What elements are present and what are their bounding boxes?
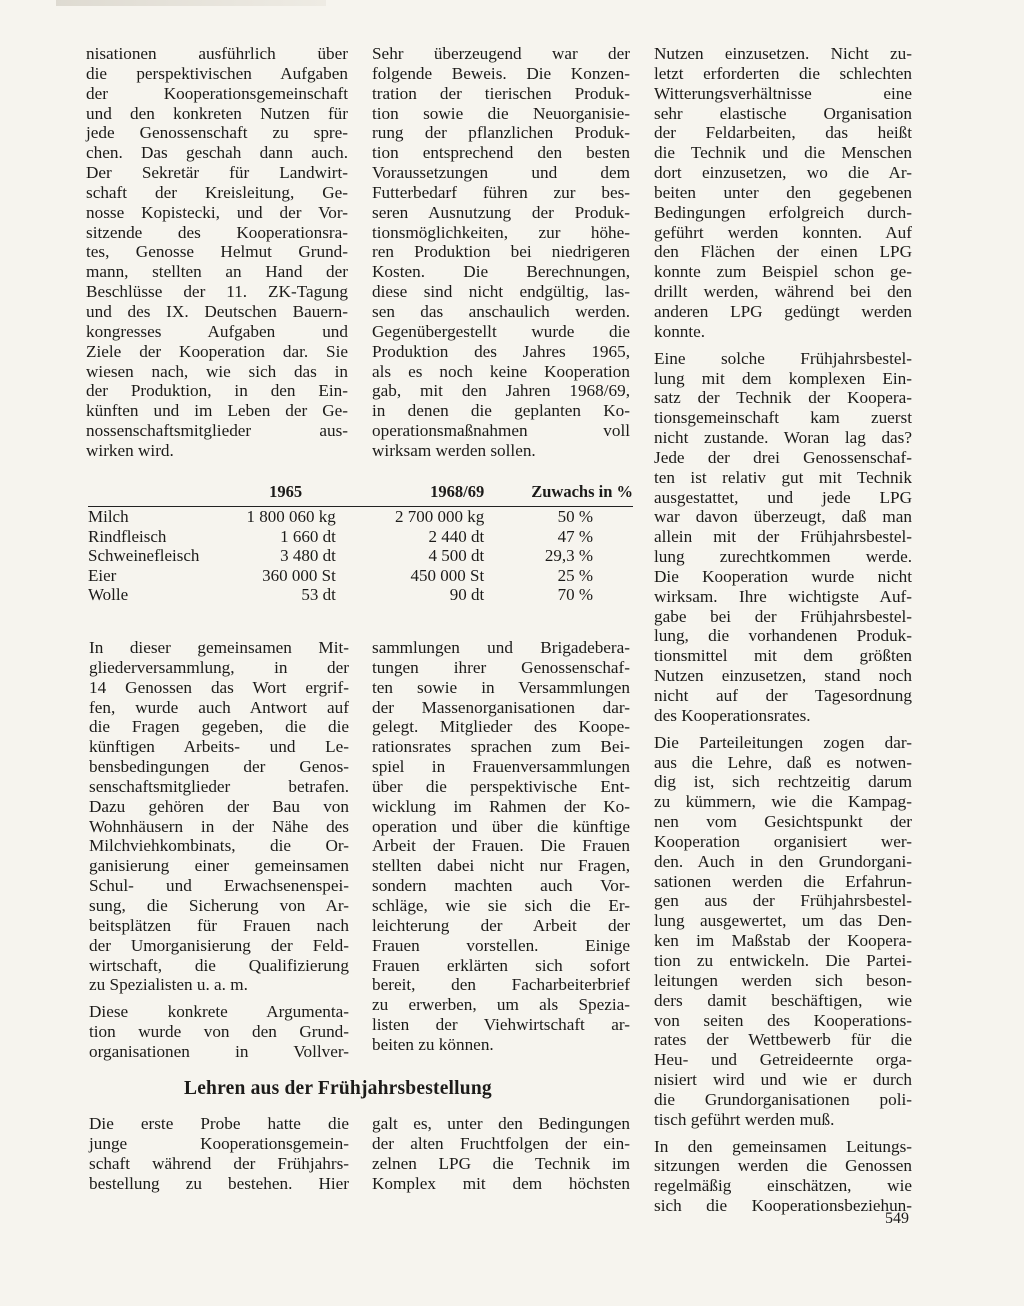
text-line: tion sowie die Neuorganisie- bbox=[372, 103, 630, 123]
text-line: der Produktion, in den Ein- bbox=[86, 381, 348, 401]
text-line: wirtschaft, die Qualifizierung bbox=[89, 955, 349, 975]
text-line: wirken wird. bbox=[86, 440, 174, 460]
table-cell: 1 660 dt bbox=[280, 526, 336, 546]
text-line: operationsmaßnahmen voll bbox=[372, 421, 630, 441]
paragraph bbox=[654, 44, 912, 342]
table-row bbox=[88, 507, 633, 527]
text-line: operation und über die künftige bbox=[372, 816, 630, 836]
text-line: wirksam werden sollen. bbox=[372, 440, 536, 460]
text-line: den Flächen der einen LPG bbox=[654, 242, 912, 262]
text-line: beitsplätzen für Frauen nach bbox=[89, 915, 349, 935]
text-line: die Fragen gegeben, die die bbox=[89, 717, 349, 737]
text-line: bensbedingungen der Genos- bbox=[89, 757, 349, 777]
text-line: Frauen vorstellen. Einige bbox=[372, 935, 630, 955]
text-line: war davon überzeugt, daß man bbox=[654, 507, 912, 527]
text-line: den. Auch in den Grundorgani- bbox=[654, 851, 912, 871]
text-line: drillt werden, während bei den bbox=[654, 282, 912, 302]
text-line: listen der Viehwirtschaft ar- bbox=[372, 1015, 630, 1035]
text-line: Die erste Probe hatte die bbox=[89, 1114, 349, 1133]
table-cell: Rindfleisch bbox=[88, 526, 167, 546]
text-line: die perspektivischen Aufgaben bbox=[86, 63, 348, 83]
text-line: Milchviehkombinats, die Or- bbox=[89, 836, 349, 856]
column-3 bbox=[654, 44, 912, 1216]
table-cell: 90 dt bbox=[449, 585, 485, 604]
text-line: nen vom Gesichtspunkt der bbox=[654, 812, 912, 832]
text-line: leitungen werden sich beson- bbox=[654, 970, 912, 990]
text-line: ren Produktion bei niedrigeren bbox=[372, 242, 630, 262]
table-cell: 4 500 dt bbox=[428, 546, 485, 565]
text-line: mann, stellten an Hand der bbox=[86, 262, 348, 282]
table-header-cell: 1965 bbox=[269, 482, 303, 501]
paragraph bbox=[89, 1114, 349, 1193]
text-line: künftigen Arbeits- und Le- bbox=[89, 737, 349, 757]
text-line: schaft der Kreisleitung, Ge- bbox=[86, 182, 348, 202]
table-header-cell: 1968/69 bbox=[430, 482, 485, 501]
text-line: ten ist relativ gut mit Technik bbox=[654, 467, 912, 487]
table-cell: 47 % bbox=[557, 526, 593, 546]
text-line: tisch geführt werden muß. bbox=[654, 1109, 835, 1129]
text-line: nisationen ausführlich über bbox=[86, 44, 348, 63]
text-line: gab, mit den Jahren 1968/69, bbox=[372, 381, 630, 401]
text-line: ganisierung einer gemeinsamen bbox=[89, 856, 349, 876]
text-line: beiten zu können. bbox=[372, 1034, 494, 1054]
table-cell: 1 800 060 kg bbox=[246, 507, 336, 526]
text-line: senschaftsmitglieder betrafen. bbox=[89, 776, 349, 796]
text-line: Dazu gehören der Bau von bbox=[89, 796, 349, 816]
text-line: sitzende des Kooperationsra- bbox=[86, 222, 348, 242]
text-line: lung ausgewertet, um das Den- bbox=[654, 911, 912, 931]
text-line: Ziele der Kooperation dar. Sie bbox=[86, 341, 348, 361]
column-2-top bbox=[372, 44, 630, 461]
text-line: des Kooperationsrates. bbox=[654, 705, 811, 725]
production-comparison-table bbox=[88, 482, 633, 605]
text-line: In den gemeinsamen Leitungs- bbox=[654, 1136, 912, 1156]
page-number: 549 bbox=[885, 1210, 909, 1227]
text-line: die Grundorganisationen poli- bbox=[654, 1089, 912, 1109]
text-line: nossenschaftsmitglieder aus- bbox=[86, 421, 348, 441]
text-line: letzt erforderten die schlechten bbox=[654, 63, 912, 83]
table-cell: 50 % bbox=[557, 507, 593, 526]
text-line: tion zu entwickeln. Die Partei- bbox=[654, 950, 912, 970]
text-line: Witterungsverhältnisse eine bbox=[654, 83, 912, 103]
text-line: 14 Genossen das Wort ergrif- bbox=[89, 677, 349, 697]
text-line: Futterbedarf führen zur bes- bbox=[372, 182, 630, 202]
text-line: diese sind nicht endgültig, las- bbox=[372, 282, 630, 302]
text-line: rates der Wettbewerb für die bbox=[654, 1030, 912, 1050]
text-line: Produktion des Jahres 1965, bbox=[372, 341, 630, 361]
text-line: dig ist, sich rechtzeitig darum bbox=[654, 772, 912, 792]
text-line: gen aus der Frühjahrsbestel- bbox=[654, 891, 912, 911]
text-line: Nutzen einzusetzen, stand noch bbox=[654, 666, 912, 686]
text-line: sondern machten auch Vor- bbox=[372, 876, 630, 896]
table-cell: 53 dt bbox=[301, 585, 336, 604]
text-line: die Technik und die Menschen bbox=[654, 143, 912, 163]
text-line: Diese konkrete Argumenta- bbox=[89, 1002, 349, 1022]
table-cell: 2 440 dt bbox=[428, 526, 485, 546]
text-line: lung zurechtkommen werde. bbox=[654, 547, 912, 567]
text-line: sationen werden die Erfahrun- bbox=[654, 871, 912, 891]
paragraph bbox=[372, 44, 630, 461]
text-line: zelnen LPG die Technik im bbox=[372, 1153, 630, 1173]
section-heading: Lehren aus der Frühjahrsbestellung bbox=[184, 1078, 492, 1099]
text-line: Komplex mit dem höchsten bbox=[372, 1173, 630, 1193]
text-line: Schul- und Erwachsenenspei- bbox=[89, 876, 349, 896]
text-line: ten sowie in Versammlungen bbox=[372, 677, 630, 697]
text-line: tionsmöglichkeiten, zur höhe- bbox=[372, 222, 630, 242]
text-line: in denen die geplanten Ko- bbox=[372, 401, 630, 421]
text-line: und des IX. Deutschen Bauern- bbox=[86, 301, 348, 321]
text-line: und den konkreten Nutzen für bbox=[86, 103, 348, 123]
text-line: ders damit beschäftigen, wie bbox=[654, 990, 912, 1010]
table-header-row bbox=[88, 482, 633, 507]
text-line: der Feldarbeiten, das heißt bbox=[654, 123, 912, 143]
text-line: der Massenorganisationen dar- bbox=[372, 697, 630, 717]
text-line: Frauen erklärten sich sofort bbox=[372, 955, 630, 975]
text-line: galt es, unter den Bedingungen bbox=[372, 1114, 630, 1133]
column-1-top bbox=[86, 44, 348, 461]
text-line: tungen ihrer Genossenschaf- bbox=[372, 657, 630, 677]
text-line: spiel in Frauenversammlungen bbox=[372, 757, 630, 777]
text-line: aus die Lehre, daß es notwen- bbox=[654, 752, 912, 772]
text-line: sen das anschaulich werden. bbox=[372, 301, 630, 321]
text-line: sich die Kooperationsbeziehun- bbox=[654, 1196, 912, 1216]
table-cell: 70 % bbox=[557, 585, 593, 604]
text-line: Die Parteileitungen zogen dar- bbox=[654, 732, 912, 752]
text-line: rung der pflanzlichen Produk- bbox=[372, 123, 630, 143]
table-header-cell: Zuwachs in % bbox=[531, 482, 633, 501]
text-line: ken im Maßstab der Koopera- bbox=[654, 931, 912, 951]
text-line: zu Spezialisten u. a. m. bbox=[89, 975, 248, 995]
text-line: sammlungen und Brigadebera- bbox=[372, 638, 630, 657]
column-1-bottom bbox=[89, 1114, 349, 1193]
column-1-middle bbox=[89, 638, 349, 1062]
text-line: folgende Beweis. Die Konzen- bbox=[372, 63, 630, 83]
paragraph bbox=[372, 1114, 630, 1193]
text-line: allein mit der Frühjahrsbestel- bbox=[654, 527, 912, 547]
text-line: gabe bei der Frühjahrsbestel- bbox=[654, 606, 912, 626]
text-line: gliederversammlung, in der bbox=[89, 657, 349, 677]
column-2-middle bbox=[372, 638, 630, 1055]
text-line: Sehr überzeugend war der bbox=[372, 44, 630, 63]
text-line: als es noch keine Kooperation bbox=[372, 361, 630, 381]
text-line: wiesen nach, wie sich das in bbox=[86, 361, 348, 381]
text-line: künften und im Leben der Ge- bbox=[86, 401, 348, 421]
text-line: Der Sekretär für Landwirt- bbox=[86, 163, 348, 183]
text-line: fen, wurde auch Antwort auf bbox=[89, 697, 349, 717]
text-line: stellten dabei nicht nur Fragen, bbox=[372, 856, 630, 876]
text-line: Wohnhäusern in der Nähe des bbox=[89, 816, 349, 836]
text-line: tionsmittel mit dem größten bbox=[654, 646, 912, 666]
table-row bbox=[88, 585, 633, 605]
text-line: Eine solche Frühjahrsbestel- bbox=[654, 348, 912, 368]
table-cell: Eier bbox=[88, 565, 117, 585]
text-line: tion wurde von den Grund- bbox=[89, 1022, 349, 1042]
table-row bbox=[88, 566, 633, 586]
text-line: Jede der drei Genossenschaf- bbox=[654, 447, 912, 467]
text-line: Beschlüsse der 11. ZK-Tagung bbox=[86, 282, 348, 302]
text-line: Bedingungen erfolgreich durch- bbox=[654, 202, 912, 222]
text-line: schläge, wie sie sich die Er- bbox=[372, 895, 630, 915]
text-line: Heu- und Getreideernte orga- bbox=[654, 1050, 912, 1070]
text-line: leichterung der Arbeit der bbox=[372, 915, 630, 935]
scan-edge-artifact bbox=[56, 0, 326, 6]
text-line: junge Kooperationsgemein- bbox=[89, 1133, 349, 1153]
paragraph bbox=[89, 1002, 349, 1062]
text-line: Die Kooperation wurde nicht bbox=[654, 566, 912, 586]
text-line: tionsgemeinschaft kam zuerst bbox=[654, 408, 912, 428]
table-cell: 29,3 % bbox=[544, 546, 593, 565]
text-line: nicht auf der Tagesordnung bbox=[654, 686, 912, 705]
text-line: lung, die vorhandenen Produk- bbox=[654, 626, 912, 646]
table-cell: 25 % bbox=[557, 565, 593, 585]
text-line: seren Ausnutzung der Produk- bbox=[372, 202, 630, 222]
text-line: gelegt. Mitglieder des Koope- bbox=[372, 717, 630, 737]
text-line: beiten unter den gegebenen bbox=[654, 182, 912, 202]
text-line: geführt werden konnten. Auf bbox=[654, 222, 912, 242]
text-line: dort einzusetzen, wo die Ar- bbox=[654, 163, 912, 183]
text-line: tes, Genosse Helmut Grund- bbox=[86, 242, 348, 262]
text-line: nicht zustande. Woran lag das? bbox=[654, 428, 912, 448]
text-line: bereit, den Facharbeiterbrief bbox=[372, 975, 630, 995]
table-cell: Wolle bbox=[88, 585, 129, 604]
text-line: bestellung zu bestehen. Hier bbox=[89, 1173, 349, 1193]
text-line: tration der tierischen Produk- bbox=[372, 83, 630, 103]
table-header-cell bbox=[88, 482, 235, 507]
paragraph bbox=[654, 349, 912, 726]
table-cell: Schweinefleisch bbox=[88, 546, 200, 565]
table-cell: 3 480 dt bbox=[280, 546, 336, 565]
text-line: ausgestattet, und jede LPG bbox=[654, 487, 912, 507]
text-line: der alten Fruchtfolgen der ein- bbox=[372, 1133, 630, 1153]
text-line: sung, die Sicherung von Ar- bbox=[89, 895, 349, 915]
text-line: organisationen in Vollver- bbox=[89, 1041, 349, 1061]
text-line: regelmäßig einschätzen, wie bbox=[654, 1176, 912, 1196]
text-line: anderen LPG gedüngt werden bbox=[654, 301, 912, 321]
text-line: kongresses Aufgaben und bbox=[86, 321, 348, 341]
paragraph bbox=[372, 638, 630, 1055]
text-line: Voraussetzungen und dem bbox=[372, 163, 630, 183]
text-line: nisiert wird und wie er durch bbox=[654, 1070, 912, 1090]
text-line: sitzungen werden die Genossen bbox=[654, 1156, 912, 1176]
text-line: über die perspektivische Ent- bbox=[372, 776, 630, 796]
text-line: Kooperation organisiert wer- bbox=[654, 831, 912, 851]
text-line: zu erwerben, um als Spezia- bbox=[372, 995, 630, 1015]
text-line: zu kümmern, wie die Kampag- bbox=[654, 792, 912, 812]
table-cell: 450 000 St bbox=[410, 565, 485, 585]
text-line: Kosten. Die Berechnungen, bbox=[372, 262, 630, 282]
text-line: der Umorganisierung der Feld- bbox=[89, 935, 349, 955]
paragraph bbox=[89, 638, 349, 995]
text-line: konnte. bbox=[654, 321, 706, 341]
text-line: konnte zum Beispiel schon ge- bbox=[654, 262, 912, 282]
text-line: lung mit dem komplexen Ein- bbox=[654, 368, 912, 388]
paragraph bbox=[654, 733, 912, 1130]
text-line: wirksam. Ihre wichtigste Auf- bbox=[654, 586, 912, 606]
paragraph bbox=[654, 1137, 912, 1216]
table-cell: Milch bbox=[88, 507, 129, 526]
table-cell: 2 700 000 kg bbox=[394, 507, 485, 526]
paragraph bbox=[86, 44, 348, 461]
text-line: In dieser gemeinsamen Mit- bbox=[89, 638, 349, 657]
text-line: tion entsprechend den besten bbox=[372, 143, 630, 163]
text-line: schaft während der Frühjahrs- bbox=[89, 1153, 349, 1173]
table-row bbox=[88, 546, 633, 566]
column-2-bottom bbox=[372, 1114, 630, 1193]
text-line: Gegenübergestellt wurde die bbox=[372, 321, 630, 341]
text-line: satz der Technik der Koopera- bbox=[654, 388, 912, 408]
text-line: der Kooperationsgemeinschaft bbox=[86, 83, 348, 103]
text-line: wicklung im Rahmen der Ko- bbox=[372, 796, 630, 816]
text-line: jede Genossenschaft zu spre- bbox=[86, 123, 348, 143]
table-row bbox=[88, 527, 633, 547]
text-line: sehr elastische Organisation bbox=[654, 103, 912, 123]
text-line: Arbeit der Frauen. Die Frauen bbox=[372, 836, 630, 856]
text-line: rationsrates sprachen zum Bei- bbox=[372, 737, 630, 757]
text-line: Nutzen einzusetzen. Nicht zu- bbox=[654, 44, 912, 63]
text-line: chen. Das geschah dann auch. bbox=[86, 143, 348, 163]
text-line: von seiten des Kooperations- bbox=[654, 1010, 912, 1030]
text-line: nosse Kopistecki, und der Vor- bbox=[86, 202, 348, 222]
table-cell: 360 000 St bbox=[262, 565, 336, 585]
